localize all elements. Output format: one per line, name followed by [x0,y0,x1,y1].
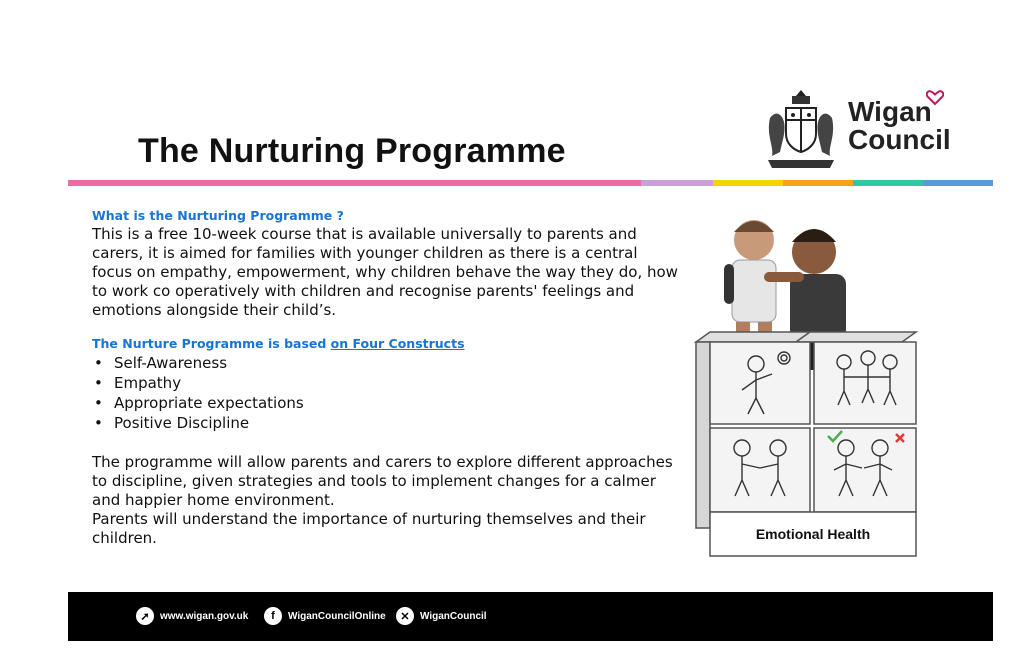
wigan-council-logo [762,88,1002,172]
intro-paragraph: This is a free 10-week course that is available universally to parents and carers, it is aimed for families with younger children as there is a central focus on empathy, empowerment, why children behave the way they do, how to work co operatively with children and recognise parents' feelings and emotions alongside their child’s. [92,225,678,319]
constructs-heading [92,336,682,351]
list-item: • Appropriate expectations [92,393,682,413]
emotional-health-blocks [696,332,916,556]
main-content [92,208,682,548]
council-brand-text [848,98,951,154]
footer-bar [68,592,993,641]
constructs-list [92,353,682,433]
website-link[interactable] [136,607,248,625]
constructs-heading-text: The Nurture Programme is based [92,336,331,351]
closing-paragraph-1: The programme will allow parents and carers to explore different approaches to discipline, given strategies and tools to implement changes for a calmer and happier home environment. [92,453,673,509]
closing-paragraph-2: Parents will understand the importance of nurturing themselves and their children. [92,510,646,547]
x-label: WiganCouncil [420,610,487,622]
brand-line-1: Wigan [848,96,932,127]
four-constructs-link[interactable]: on Four Constructs [330,336,465,351]
illustration-caption: Emotional Health [755,526,871,542]
x-icon: ✕ [396,607,414,625]
facebook-label: WiganCouncilOnline [288,610,386,622]
list-item: • Empathy [92,373,682,393]
list-item: • Positive Discipline [92,413,682,433]
rainbow-divider [68,180,993,186]
emotional-health-illustration [694,212,926,562]
cursor-icon: ➚ [136,607,154,625]
question-heading-what: What is the Nurturing Programme ? [92,208,344,223]
coat-of-arms-icon [762,88,840,172]
brand-line-2: Council [848,124,951,155]
page-title: The Nurturing Programme [138,132,566,170]
facebook-link[interactable] [264,607,386,625]
x-link[interactable] [396,607,487,625]
website-label: www.wigan.gov.uk [160,610,249,622]
facebook-icon: f [264,607,282,625]
list-item: • Self-Awareness [92,353,682,373]
heart-icon [926,90,944,106]
